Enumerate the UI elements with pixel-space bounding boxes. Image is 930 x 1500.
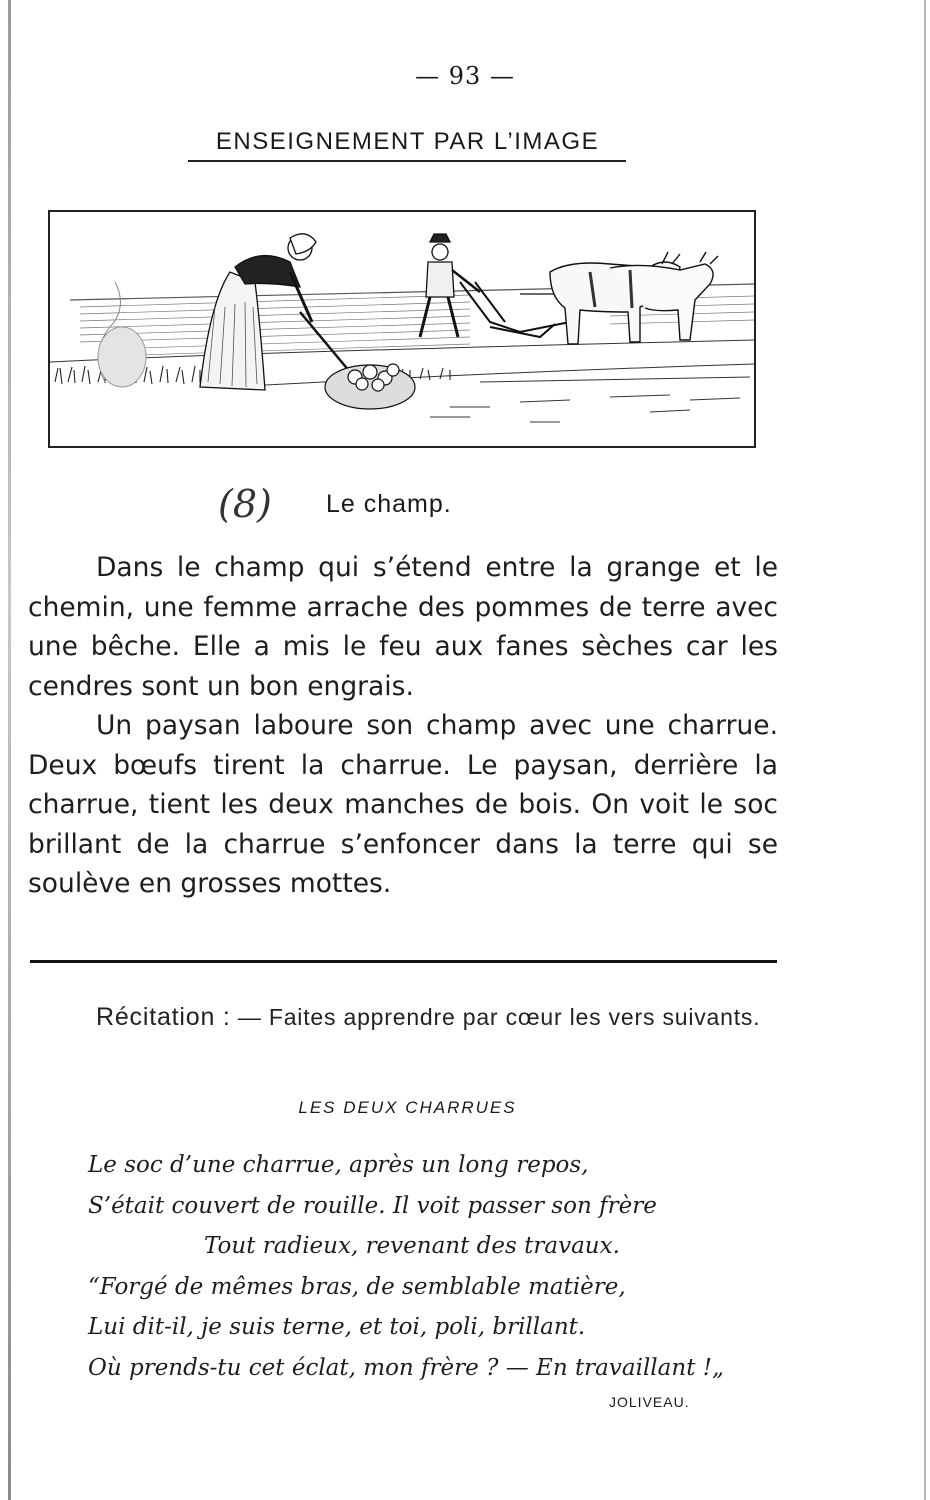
poem-line: Le soc d’une charrue, après un long repos, <box>88 1152 589 1178</box>
ploughman-figure <box>420 234 480 337</box>
poem-line: “Forgé de mêmes bras, de semblable matière, <box>88 1273 626 1300</box>
woman-figure <box>200 234 350 390</box>
lesson-paragraph-1: Dans le champ qui s’étend entre la grange et le chemin, une femme arrache des pommes de terre avec une bêche. Elle a mis le feu aux fanes sèches car les cendres sont un bon engrais. <box>28 552 778 702</box>
poem <box>88 1145 788 1388</box>
oxen <box>550 252 718 344</box>
poem-line: Où prends-tu cet éclat, mon frère ? — En travaillant !„ <box>88 1354 724 1381</box>
page-edge-right <box>924 0 926 1500</box>
page-number: — 93 — <box>415 62 515 90</box>
page-edge-left <box>8 0 11 1500</box>
section-title-underline <box>188 160 626 162</box>
lesson-number-handwritten: (8) <box>218 482 272 526</box>
section-title: ENSEIGNEMENT PAR L’IMAGE <box>215 128 600 155</box>
plowing-illustration <box>48 210 756 448</box>
section-divider <box>30 960 777 963</box>
potato-basket <box>325 364 415 409</box>
poem-line: Tout radieux, revenant des travaux. <box>204 1233 620 1259</box>
lesson-title: Le champ. <box>326 490 452 518</box>
lesson-text <box>28 548 778 904</box>
recitation-instruction <box>28 1000 778 1034</box>
poem-line: Lui dit-il, je suis terne, et toi, poli, brillant. <box>88 1314 586 1340</box>
recitation-text: — Faites apprendre par cœur les vers suivants. <box>237 1004 761 1030</box>
recitation-label: Récitation : <box>96 1003 231 1031</box>
poem-author: JOLIVEAU. <box>609 1394 690 1410</box>
lesson-paragraph-2: Un paysan laboure son champ avec une charrue. Deux bœufs tirent la charrue. Le paysan, derrière la charrue, tient les deux manches de bois. On voit le soc brillant de la charrue s’enfoncer dans la terre qui se soulève en grosses mottes. <box>28 710 778 899</box>
plowing-scene-drawing <box>50 212 754 446</box>
poem-line: S’était couvert de rouille. Il voit passer son frère <box>88 1192 657 1219</box>
smoke <box>98 282 146 387</box>
poem-title: LES DEUX CHARRUES <box>298 1098 517 1117</box>
